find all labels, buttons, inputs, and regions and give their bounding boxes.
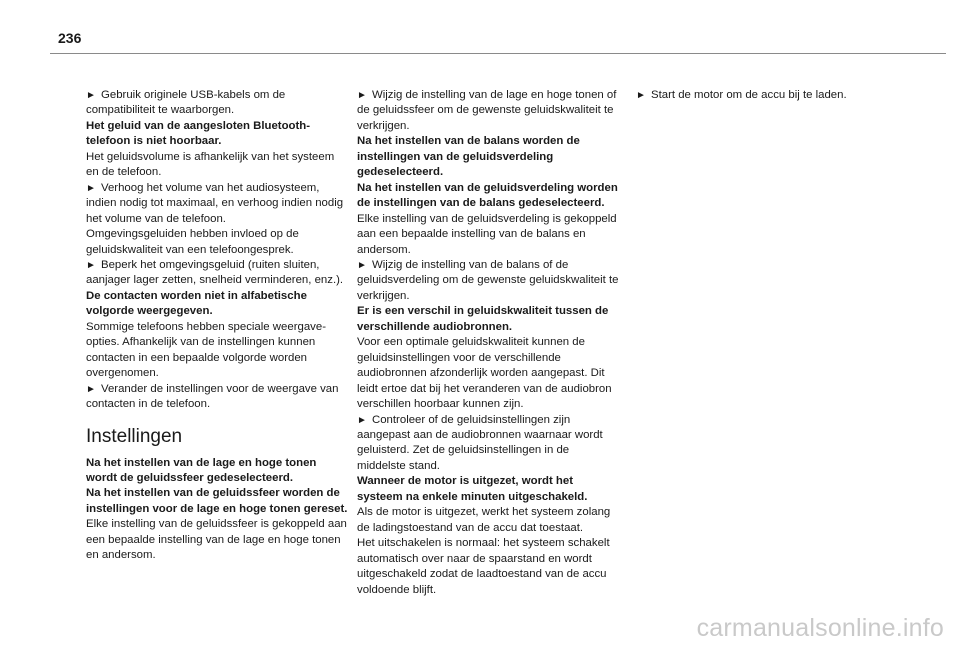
problem-statement: Er is een verschil in geluidskwaliteit tussen de verschillende audiobronnen. — [357, 305, 609, 333]
column-middle — [357, 88, 619, 598]
arrow-right-icon: ► — [636, 90, 646, 101]
arrow-right-icon: ► — [86, 182, 96, 194]
bullet-item — [86, 382, 348, 413]
bullet-text: Start de motor om de accu bij te laden. — [651, 89, 847, 101]
body-paragraph: Het geluidsvolume is afhankelijk van het systeem en de telefoon. — [86, 150, 335, 179]
problem-statement: Na het instellen van de lage en hoge tonen wordt de geluidssfeer gedeselecteerd. — [86, 456, 317, 484]
arrow-right-icon: ► — [357, 414, 367, 426]
bullet-text: Verhoog het volume van het audiosysteem, indien nodig tot maximaal, en verhoog indien nodig het volume van de telefoon. — [86, 181, 344, 225]
body-paragraph: Als de motor is uitgezet, werkt het systeem zolang de ladingstoestand van de accu dat toestaat. — [357, 506, 611, 534]
bullet-text: Gebruik originele USB-kabels om de compatibiliteit te waarborgen. — [86, 89, 286, 117]
body-paragraph: Voor een optimale geluidskwaliteit kunnen de geluidsinstellingen voor de verschillende audiobronnen afzonderlijk worden aangepast. Dit leidt ertoe dat bij het veranderen van de audiobron verschillen hoorbaar kunnen zijn. — [357, 336, 612, 411]
bullet-text: Verander de instellingen voor de weergave van contacten in de telefoon. — [86, 382, 339, 411]
body-paragraph: Elke instelling van de geluidsverdeling is gekoppeld aan een bepaalde instelling van de balans en andersom. — [357, 212, 617, 256]
body-paragraph: Elke instelling van de geluidssfeer is gekoppeld aan een bepaalde instelling van de lage en hoge tonen en andersom. — [86, 518, 347, 562]
column-left — [86, 88, 348, 564]
problem-statement: Wanneer de motor is uitgezet, wordt het systeem na enkele minuten uitgeschakeld. — [357, 475, 588, 503]
watermark: carmanualsonline.info — [696, 614, 944, 642]
body-paragraph: Sommige telefoons hebben speciale weergave-opties. Afhankelijk van de instellingen kunnen contacten in een bepaalde volgorde worden overgenomen. — [86, 320, 326, 380]
section-heading: Instellingen — [86, 425, 183, 447]
problem-statement: Na het instellen van de balans worden de instellingen van de geluidsverdeling gedeselecteerd. — [357, 135, 580, 179]
arrow-right-icon: ► — [86, 383, 96, 395]
arrow-right-icon: ► — [86, 90, 96, 101]
arrow-right-icon: ► — [86, 259, 96, 271]
problem-statement: Na het instellen van de geluidssfeer worden de instellingen voor de lage en hoge tonen gereset. — [86, 487, 348, 515]
bullet-text: Wijzig de instelling van de balans of de geluidsverdeling om de gewenste geluidskwaliteit te verkrijgen. — [357, 258, 619, 302]
problem-statement: Na het instellen van de geluidsverdeling worden de instellingen van de balans gedeselecteerd. — [357, 181, 618, 210]
bullet-item — [86, 258, 348, 289]
bullet-text: Wijzig de instelling van de lage en hoge tonen of de geluidssfeer om de gewenste geluidskwaliteit te verkrijgen. — [357, 89, 617, 132]
bullet-text: Beperk het omgevingsgeluid (ruiten sluiten, aanjager lager zetten, snelheid verminderen, enz.). — [86, 258, 344, 287]
bullet-item — [357, 413, 619, 475]
bullet-item — [357, 88, 619, 134]
header-divider — [50, 53, 946, 54]
bullet-item — [86, 181, 348, 227]
body-paragraph: Het uitschakelen is normaal: het systeem schakelt automatisch over naar de spaarstand en wordt uitgeschakeld zodat de laadtoestand van de accu voldoende blijft. — [357, 537, 610, 596]
arrow-right-icon: ► — [357, 90, 367, 101]
arrow-right-icon: ► — [357, 259, 367, 271]
problem-statement: De contacten worden niet in alfabetische volgorde weergegeven. — [86, 289, 307, 318]
page-number: 236 — [58, 30, 82, 46]
problem-statement: Het geluid van de aangesloten Bluetooth-telefoon is niet hoorbaar. — [86, 119, 311, 148]
bullet-text: Controleer of de geluidsinstellingen zijn aangepast aan de audiobronnen waarnaar wordt geluisterd. Zet de geluidsinstellingen in de middelste stand. — [357, 413, 603, 472]
bullet-item — [357, 258, 619, 304]
bullet-item — [86, 88, 348, 119]
bullet-item — [636, 88, 916, 103]
body-paragraph: Omgevingsgeluiden hebben invloed op de geluidskwaliteit van een telefoongesprek. — [86, 228, 299, 256]
column-right — [636, 88, 916, 103]
